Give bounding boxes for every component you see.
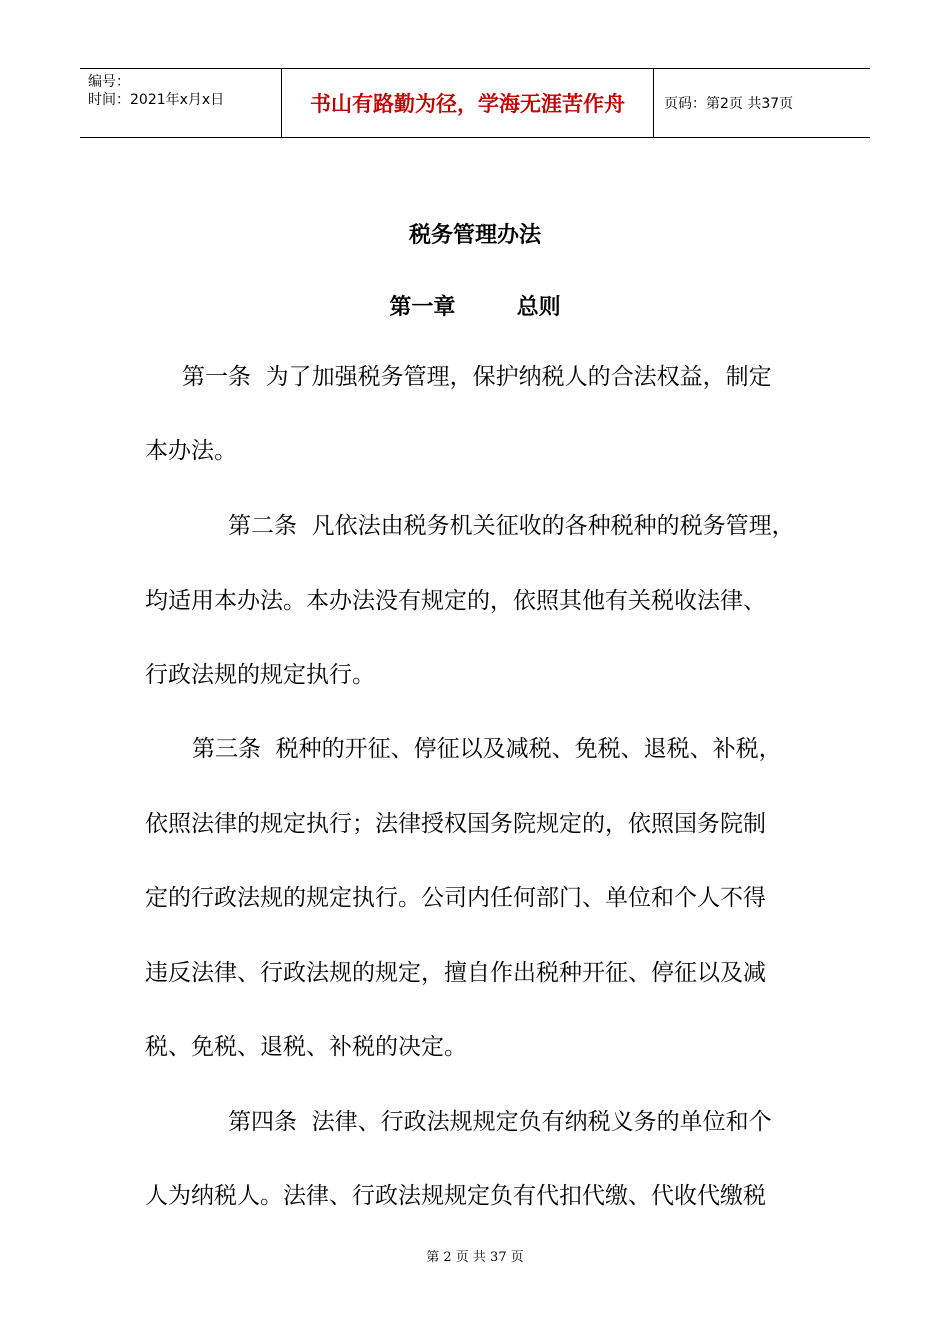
text-line: 违反法律、行政法规的规定，擅自作出税种开征、停征以及减 [145,960,766,986]
text-line: 税、免税、退税、补税的决定。 [145,1034,467,1060]
header-meta [80,69,282,137]
text-line: 均适用本办法。本办法没有规定的，依照其他有关税收法律、 [145,588,766,614]
document-title: 税务管理办法 [408,222,541,248]
text-line: 第四条 法律、行政法规规定负有纳税义务的单位和个 [228,1109,772,1135]
text-line: 第三条 税种的开征、停征以及减税、免税、退税、补税， [192,736,782,762]
page-footer: 第 2 页 共 37 页 [426,1250,524,1265]
text-line: 本办法。 [145,438,237,464]
text-line: 第一条 为了加强税务管理，保护纳税人的合法权益，制定 [182,364,772,390]
text-line: 第二条 凡依法由税务机关征收的各种税种的税务管理， [228,513,795,539]
header-page-info: 页码：第2页 共37页 [664,96,794,112]
page-header [80,68,870,138]
date-label: 时间：2021年x月x日 [88,92,225,108]
number-label: 编号： [88,74,130,90]
chapter-heading: 第一章 总则 [389,294,561,320]
text-line: 人为纳税人。法律、行政法规规定负有代扣代缴、代收代缴税 [145,1183,766,1209]
text-line: 依照法律的规定执行；法律授权国务院规定的，依照国务院制 [145,811,766,837]
header-motto: 书山有路勤为径，学海无涯苦作舟 [282,69,654,137]
text-line: 行政法规的规定执行。 [145,662,375,688]
text-line: 定的行政法规的规定执行。公司内任何部门、单位和个人不得 [145,885,766,911]
